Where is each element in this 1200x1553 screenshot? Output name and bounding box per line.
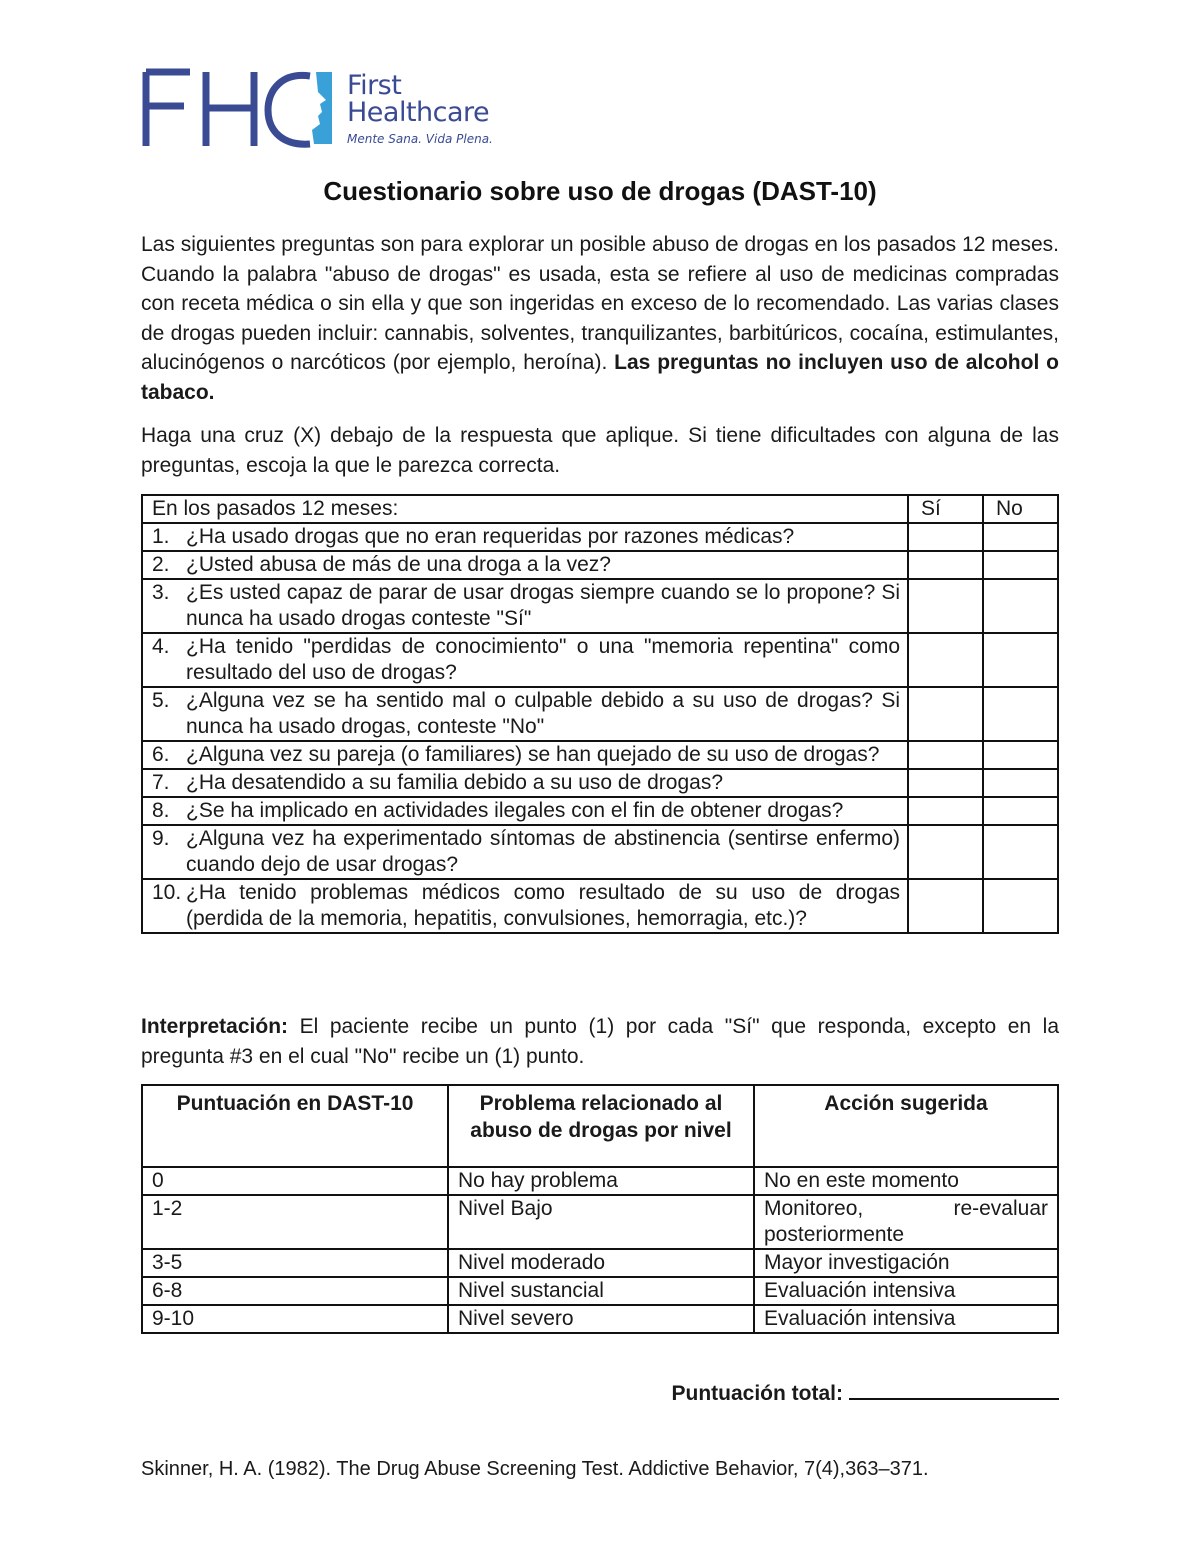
question-number: 1. xyxy=(152,525,170,548)
suggested-action-cell: Mayor investigación xyxy=(754,1249,1058,1277)
reference-citation: Skinner, H. A. (1982). The Drug Abuse Screening Test. Addictive Behavior, 7(4),363–371. xyxy=(141,1458,929,1480)
answer-no-checkbox[interactable] xyxy=(983,769,1058,797)
intro-bold-note: Las preguntas no incluyen uso de alcohol o tabaco. xyxy=(141,351,1059,404)
answer-no-checkbox[interactable] xyxy=(983,741,1058,769)
score-row xyxy=(142,1277,1058,1305)
question-text: ¿Alguna vez su pareja (o familiares) se han quejado de su uso de drogas? xyxy=(186,743,880,766)
suggested-action-cell: No en este momento xyxy=(754,1167,1058,1195)
question-number: 8. xyxy=(152,799,170,822)
answer-no-checkbox[interactable] xyxy=(983,579,1058,633)
answer-yes-checkbox[interactable] xyxy=(908,879,983,933)
logo-tagline: Mente Sana. Vida Plena. xyxy=(347,132,493,146)
score-header-col1: Puntuación en DAST-10 xyxy=(142,1085,448,1167)
problem-level-cell: Nivel severo xyxy=(448,1305,754,1333)
score-table xyxy=(141,1084,1059,1334)
answer-no-checkbox[interactable] xyxy=(983,797,1058,825)
problem-level-cell: Nivel moderado xyxy=(448,1249,754,1277)
question-cell xyxy=(142,797,908,825)
question-row xyxy=(142,879,1058,933)
question-number: 4. xyxy=(152,635,170,658)
question-text: ¿Usted abusa de más de una droga a la vez? xyxy=(186,553,611,576)
fhc-logo-mark xyxy=(142,66,342,150)
score-range-cell: 0 xyxy=(142,1167,448,1195)
question-cell xyxy=(142,687,908,741)
question-row xyxy=(142,551,1058,579)
score-row xyxy=(142,1249,1058,1277)
answer-no-checkbox[interactable] xyxy=(983,551,1058,579)
page-title: Cuestionario sobre uso de drogas (DAST-10) xyxy=(323,176,877,206)
question-text: ¿Se ha implicado en actividades ilegales con el fin de obtener drogas? xyxy=(186,799,844,822)
question-cell xyxy=(142,633,908,687)
answer-yes-checkbox[interactable] xyxy=(908,687,983,741)
question-number: 5. xyxy=(152,689,170,712)
question-text: ¿Ha tenido "perdidas de conocimiento" o una "memoria repentina" como resultado del uso de drogas? xyxy=(186,635,900,684)
question-number: 6. xyxy=(152,743,170,766)
question-row xyxy=(142,633,1058,687)
score-range-cell: 3-5 xyxy=(142,1249,448,1277)
total-score-label: Puntuación total: xyxy=(671,1382,843,1405)
suggested-action-cell: Evaluación intensiva xyxy=(754,1305,1058,1333)
score-header-col2: Problema relacionado al abuso de drogas por nivel xyxy=(448,1085,754,1167)
question-number: 2. xyxy=(152,553,170,576)
question-cell xyxy=(142,579,908,633)
question-text: ¿Es usted capaz de parar de usar drogas siempre cuando se lo propone? Si nunca ha usado drogas conteste "Sí" xyxy=(186,581,900,630)
question-number: 7. xyxy=(152,771,170,794)
question-text: ¿Alguna vez ha experimentado síntomas de abstinencia (sentirse enfermo) cuando dejo de usar drogas? xyxy=(186,827,900,876)
problem-level-cell: Nivel sustancial xyxy=(448,1277,754,1305)
logo-word-healthcare: Healthcare xyxy=(347,97,490,128)
questions-table xyxy=(141,494,1059,934)
answer-no-checkbox[interactable] xyxy=(983,523,1058,551)
problem-level-cell: No hay problema xyxy=(448,1167,754,1195)
question-text: ¿Ha usado drogas que no eran requeridas por razones médicas? xyxy=(186,525,795,548)
question-row xyxy=(142,797,1058,825)
question-number: 3. xyxy=(152,581,170,604)
total-score-line xyxy=(672,1380,1060,1406)
total-score-blank[interactable] xyxy=(849,1380,1059,1400)
fhc-logo xyxy=(142,66,502,156)
question-cell xyxy=(142,825,908,879)
score-header-col3: Acción sugerida xyxy=(754,1085,1058,1167)
answer-no-checkbox[interactable] xyxy=(983,687,1058,741)
question-row xyxy=(142,769,1058,797)
yes-column-header: Sí xyxy=(908,495,983,523)
question-cell xyxy=(142,769,908,797)
score-range-cell: 9-10 xyxy=(142,1305,448,1333)
interpretation-paragraph xyxy=(141,1012,1059,1071)
question-cell xyxy=(142,523,908,551)
instruction-paragraph: Haga una cruz (X) debajo de la respuesta que aplique. Si tiene dificultades con alguna de las preguntas, escoja la que le parezca correcta. xyxy=(141,424,1059,477)
answer-no-checkbox[interactable] xyxy=(983,879,1058,933)
interpretation-text: El paciente recibe un punto (1) por cada "Sí" que responda, excepto en la pregunta #3 en el cual "No" recibe un (1) punto. xyxy=(141,1015,1059,1068)
answer-no-checkbox[interactable] xyxy=(983,825,1058,879)
no-column-header: No xyxy=(983,495,1058,523)
question-text: ¿Ha desatendido a su familia debido a su uso de drogas? xyxy=(186,771,724,794)
question-row xyxy=(142,579,1058,633)
question-cell xyxy=(142,741,908,769)
answer-no-checkbox[interactable] xyxy=(983,633,1058,687)
interpretation-label: Interpretación: xyxy=(141,1015,289,1038)
questions-body xyxy=(142,523,1058,933)
logo-wordmark xyxy=(347,72,489,126)
answer-yes-checkbox[interactable] xyxy=(908,579,983,633)
question-number: 10. xyxy=(152,881,182,904)
answer-yes-checkbox[interactable] xyxy=(908,551,983,579)
problem-level-cell: Nivel Bajo xyxy=(448,1195,754,1249)
answer-yes-checkbox[interactable] xyxy=(908,769,983,797)
score-header-row xyxy=(142,1085,1058,1167)
question-cell xyxy=(142,551,908,579)
intro-text: Las siguientes preguntas son para explorar un posible abuso de drogas en los pasados 12 meses. Cuando la palabra "abuso de drogas" es usada, esta se refiere al uso de medicinas compradas con receta médica o sin ella y que son ingeridas en exceso de lo recomendado. Las varias clases de drogas pueden incluir: cannabis, solventes, tranquilizantes, barbitúricos, cocaína, estimulantes, alucinógenos o narcóticos (por ejemplo, heroína). xyxy=(141,233,1059,374)
score-row xyxy=(142,1195,1058,1249)
score-body xyxy=(142,1167,1058,1333)
questions-header: En los pasados 12 meses: xyxy=(142,495,908,523)
question-text: ¿Ha tenido problemas médicos como resultado de su uso de drogas (perdida de la memoria, hepatitis, convulsiones, hemorragia, etc.)? xyxy=(186,881,900,930)
answer-yes-checkbox[interactable] xyxy=(908,797,983,825)
score-row xyxy=(142,1167,1058,1195)
answer-yes-checkbox[interactable] xyxy=(908,523,983,551)
score-range-cell: 6-8 xyxy=(142,1277,448,1305)
score-range-cell: 1-2 xyxy=(142,1195,448,1249)
suggested-action-cell: Evaluación intensiva xyxy=(754,1277,1058,1305)
intro-paragraph xyxy=(141,230,1059,407)
question-number: 9. xyxy=(152,827,170,850)
questions-header-row xyxy=(142,495,1058,523)
question-row xyxy=(142,825,1058,879)
question-text: ¿Alguna vez se ha sentido mal o culpable debido a su uso de drogas? Si nunca ha usado drogas, conteste "No" xyxy=(186,689,900,738)
answer-yes-checkbox[interactable] xyxy=(908,741,983,769)
question-row xyxy=(142,523,1058,551)
question-row xyxy=(142,687,1058,741)
suggested-action-cell: Monitoreo, re-evaluar posteriormente xyxy=(754,1195,1058,1249)
score-row xyxy=(142,1305,1058,1333)
answer-yes-checkbox[interactable] xyxy=(908,633,983,687)
logo-word-first: First xyxy=(347,70,402,101)
question-cell xyxy=(142,879,908,933)
question-row xyxy=(142,741,1058,769)
answer-yes-checkbox[interactable] xyxy=(908,825,983,879)
